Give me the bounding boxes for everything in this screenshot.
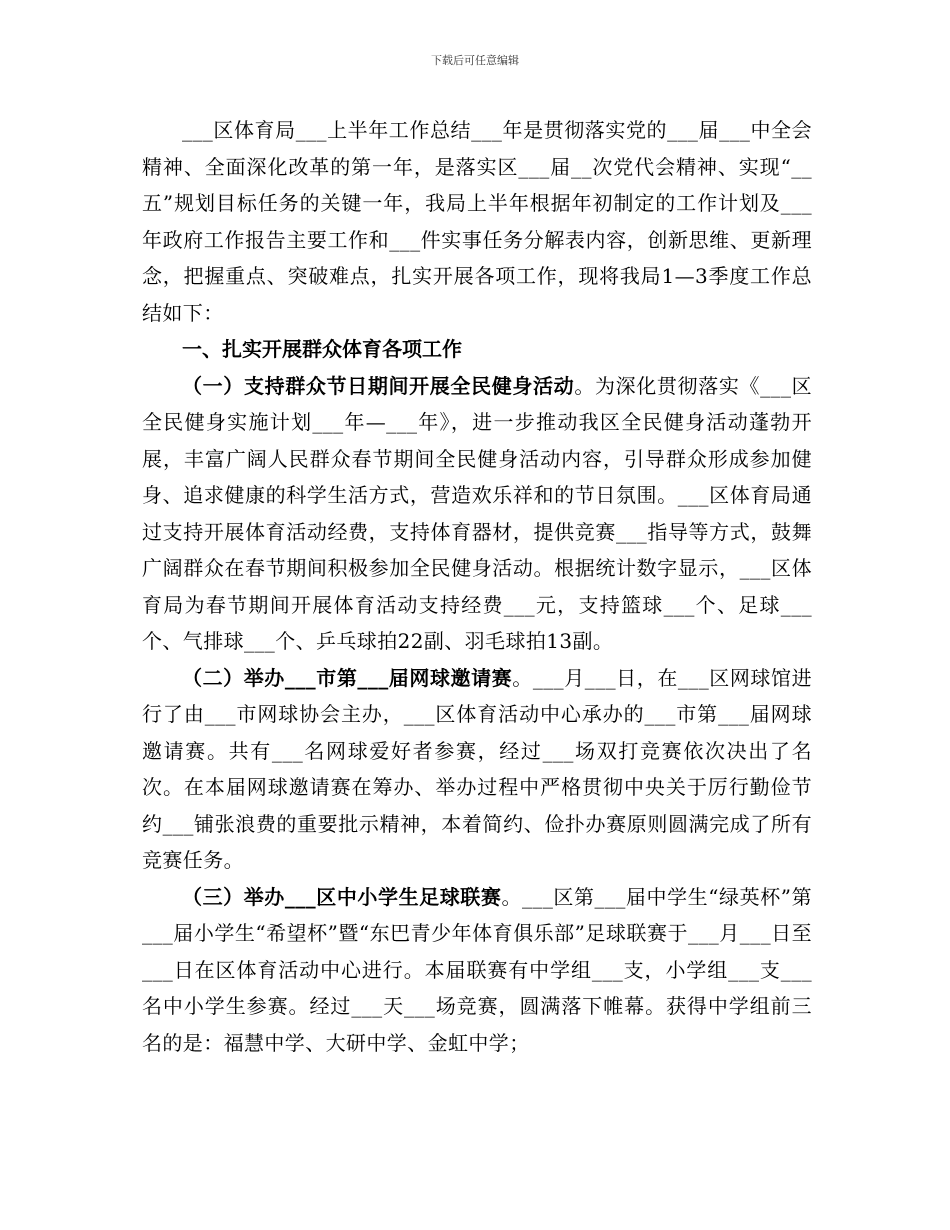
item3-body: 。___区第___届中学生“绿英杯”第___届小学生“希望杯”暨“东巴青少年体育俱乐部”足球联赛于___月___日至___日在区体育活动中心进行。本届联赛有中学组___支，小学组___支___名中小学生参赛。经过___天___场竞赛，圆满落下帷幕。获得中学组前三名的是：福慧中学、大研中学、金虹中学； bbox=[142, 884, 812, 1055]
section-heading: 一、扎实开展群众体育各项工作 bbox=[182, 337, 462, 361]
document-body bbox=[142, 112, 812, 1061]
item2-paragraph bbox=[142, 660, 812, 879]
item2-title: （二）举办___市第___届网球邀请赛 bbox=[182, 665, 513, 690]
item3-paragraph bbox=[142, 879, 812, 1062]
intro-paragraph: ___区体育局___上半年工作总结___年是贯彻落实党的___届___中全会精神、全面深化改革的第一年，是落实区___届__次党代会精神、实现“__五”规划目标任务的关键一年，我局上半年根据年初制定的工作计划及___年政府工作报告主要工作和___件实事任务分解表内容，创新思维、更新理念，把握重点、突破难点，扎实开展各项工作，现将我局1—3季度工作总结如下： bbox=[142, 118, 812, 325]
item1-body: 。为深化贯彻落实《___区全民健身实施计划___年—___年》，进一步推动我区全民健身活动蓬勃开展，丰富广阔人民群众春节期间全民健身活动内容，引导群众形成参加健身、追求健康的科学生活方式，营造欢乐祥和的节日氛围。___区体育局通过支持开展体育活动经费，支持体育器材，提供竞赛___指导等方式，鼓舞广阔群众在春节期间积极参加全民健身活动。根据统计数字显示，___区体育局为春节期间开展体育活动支持经费___元，支持篮球___个、足球___个、气排球___个、乒乓球拍22副、羽毛球拍13副。 bbox=[142, 373, 812, 653]
item2-body: 。___月___日，在___区网球馆进行了由___市网球协会主办，___区体育活动中心承办的___市第___届网球邀请赛。共有___名网球爱好者参赛，经过___场双打竞赛依次决出了名次。在本届网球邀请赛在筹办、举办过程中严格贯彻中央关于厉行勤俭节约___铺张浪费的重要批示精神，本着简约、俭扑办赛原则圆满完成了所有竞赛任务。 bbox=[142, 665, 812, 872]
item3-title: （三）举办___区中小学生足球联赛 bbox=[182, 884, 502, 909]
item1-paragraph bbox=[142, 368, 812, 660]
item1-title: （一）支持群众节日期间开展全民健身活动 bbox=[182, 373, 575, 398]
page-header: 下载后可任意编辑 bbox=[431, 54, 519, 67]
